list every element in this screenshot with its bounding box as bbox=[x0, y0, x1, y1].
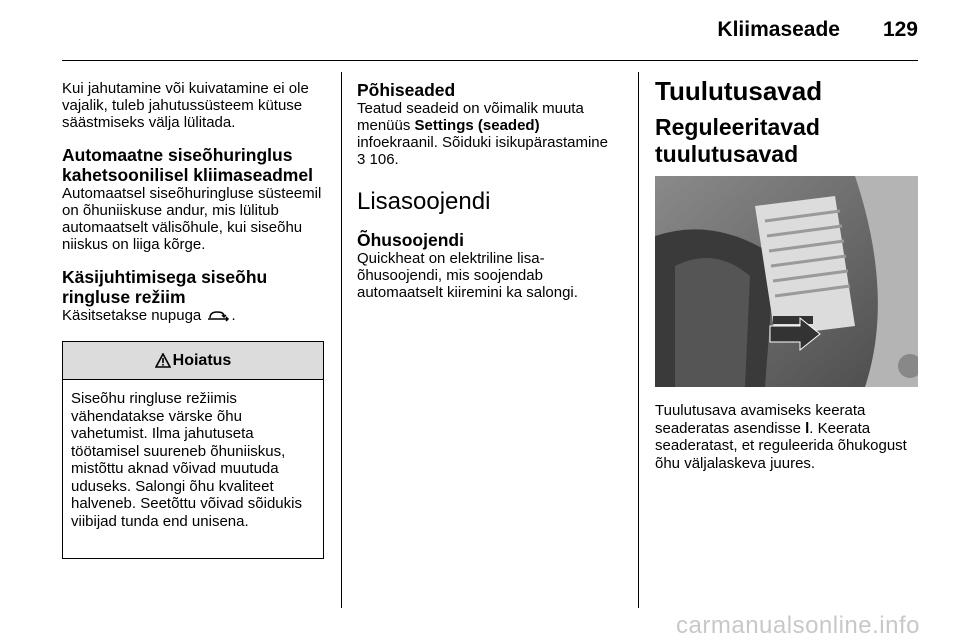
settings-menu-label: Settings (seaded) bbox=[414, 117, 540, 134]
header-rule bbox=[62, 60, 918, 61]
position-symbol: l bbox=[805, 419, 810, 437]
page-header bbox=[62, 16, 918, 52]
manual-recirculation-text bbox=[62, 307, 324, 324]
column-divider bbox=[341, 72, 342, 608]
air-heater-heading: Õhusoojendi bbox=[357, 230, 464, 250]
caption-text-1: Tuulutusava avamiseks keerata seaderatas asendisse bbox=[655, 402, 866, 437]
warning-text: Siseõhu ringluse režiimis vähendatakse värske õhu vahetumist. Ilma jahutuseta töötamisel suureneb õhuniiskus, mistõttu aknad võivad muutuda uduseks. Salongi õhu kvaliteet halveneb. Seetõttu võivad sõidukis viibijad tunda end unisena. bbox=[71, 390, 302, 530]
vent-photo bbox=[655, 176, 918, 387]
manual-recirculation-heading: Käsijuhtimisega siseõhu ringluse režiim bbox=[62, 267, 268, 307]
basic-settings-heading: Põhiseaded bbox=[357, 80, 456, 100]
column-3 bbox=[655, 76, 918, 168]
manual-text: Käsitsetakse nupuga bbox=[62, 307, 202, 324]
caption-text-2: . Keerata seaderatast, et reguleerida õhukogust õhu väljalaskeva juures. bbox=[655, 419, 907, 472]
recirculation-icon bbox=[205, 310, 231, 322]
basic-text-2: infoekraanil. Sõiduki isikupärastamine bbox=[357, 134, 608, 151]
vent-illustration bbox=[655, 176, 918, 387]
warning-title: Hoiatus bbox=[172, 351, 232, 369]
column-2 bbox=[357, 80, 619, 301]
warning-triangle-icon bbox=[155, 353, 171, 368]
page-number: 129 bbox=[882, 18, 918, 41]
warning-header bbox=[63, 342, 323, 380]
basic-settings-text bbox=[357, 100, 619, 168]
vents-heading: Tuulutusavad bbox=[655, 76, 823, 106]
page-reference: 3 106. bbox=[357, 151, 399, 168]
basic-text-1: Teatud seadeid on võimalik muuta menüüs bbox=[357, 100, 584, 134]
intro-paragraph: Kui jahutamine või kuivatamine ei ole vajalik, tuleb jahutussüsteem kütuse säästmiseks välja lülitada. bbox=[62, 80, 309, 131]
manual-text-end: . bbox=[231, 307, 236, 324]
auto-recirculation-heading: Automaatne siseõhuringlus kahetsoonilisel kliimaseadmel bbox=[62, 145, 313, 185]
column-divider bbox=[638, 72, 639, 608]
warning-box bbox=[62, 341, 324, 559]
photo-caption bbox=[655, 402, 918, 472]
chapter-title: Kliimaseade bbox=[717, 18, 840, 41]
adjustable-vents-heading: Reguleeritavad tuulutusavad bbox=[655, 114, 820, 167]
column-1 bbox=[62, 80, 324, 324]
auxiliary-heater-heading: Lisasoojendi bbox=[357, 188, 491, 215]
auto-recirculation-text: Automaatsel siseõhuringluse süsteemil on õhuniiskuse andur, mis lülitub automaatselt välisõhule, kui siseõhu niiskus on liiga kõrge. bbox=[62, 185, 322, 253]
air-heater-text: Quickheat on elektriline lisa-õhusoojendi, mis soojendab automaatselt kiiremini ka salongi. bbox=[357, 250, 578, 301]
watermark: carmanualsonline.info bbox=[676, 612, 920, 639]
